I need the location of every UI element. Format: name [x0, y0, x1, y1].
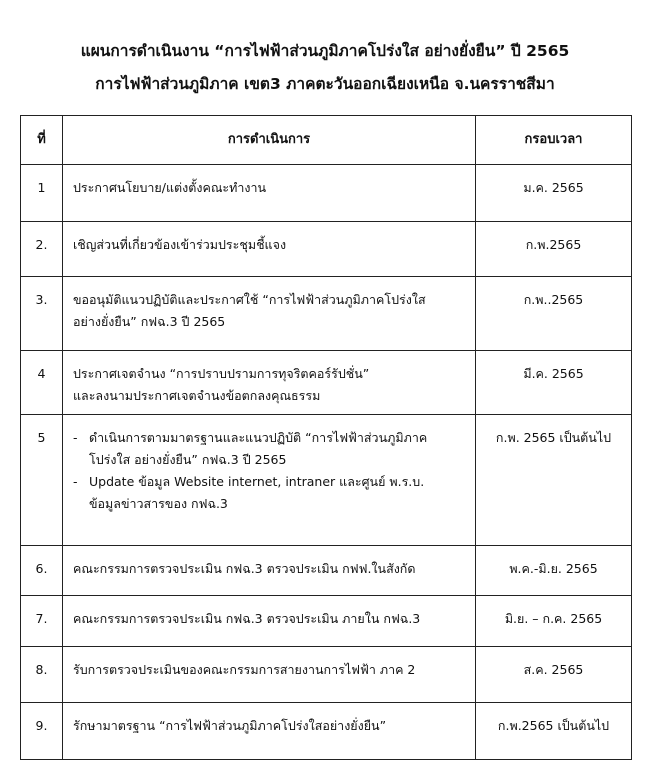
activity-line: คณะกรรมการตรวจประเมิน กฟฉ.3 ตรวจประเมิน กฟฟ.ในสังกัด — [73, 561, 416, 576]
activity-line: ข้อมูลข่าวสารของ กฟฉ.3 — [89, 496, 228, 511]
activity-line: ขออนุมัติแนวปฏิบัติและประกาศใช้ “การไฟฟ้าส่วนภูมิภาคโปร่งใส — [73, 292, 426, 307]
activity-line: เชิญส่วนที่เกี่ยวข้องเข้าร่วมประชุมชี้แจง — [73, 237, 287, 252]
activity-line: ประกาศนโยบาย/แต่งตั้งคณะทำงาน — [73, 180, 267, 195]
row-period: ก.พ.2565 — [476, 222, 632, 277]
activity-line: โปร่งใส อย่างยั่งยืน” กฟฉ.3 ปี 2565 — [89, 452, 287, 467]
table-row — [21, 165, 632, 222]
header-activity: การดำเนินการ — [63, 116, 476, 165]
activity-line: ประกาศเจตจำนง “การปราบปรามการทุจริตคอร์รัปชั่น” — [73, 366, 370, 381]
activity-line: คณะกรรมการตรวจประเมิน กฟฉ.3 ตรวจประเมิน ภายใน กฟฉ.3 — [73, 611, 421, 626]
bullet-item — [73, 427, 469, 471]
table-row — [21, 415, 632, 546]
row-number: 4 — [21, 351, 63, 415]
row-period: ม.ค. 2565 — [476, 165, 632, 222]
row-number: 3. — [21, 277, 63, 351]
row-activity — [63, 703, 476, 760]
activity-line: Update ข้อมูล Website internet, intraner และศูนย์ พ.ร.บ. — [89, 474, 425, 489]
table-row — [21, 222, 632, 277]
row-activity — [63, 277, 476, 351]
row-period: มิ.ย. – ก.ค. 2565 — [476, 596, 632, 647]
row-activity — [63, 351, 476, 415]
row-number: 9. — [21, 703, 63, 760]
activity-line: และลงนามประกาศเจตจำนงข้อตกลงคุณธรรม — [73, 388, 321, 403]
row-activity — [63, 596, 476, 647]
document-title: แผนการดำเนินงาน “การไฟฟ้าส่วนภูมิภาคโปร่งใส อย่างยั่งยืน” ปี 2565 — [80, 42, 570, 60]
table-row — [21, 351, 632, 415]
row-period: ก.พ..2565 — [476, 277, 632, 351]
header-no: ที่ — [21, 116, 63, 165]
row-number: 2. — [21, 222, 63, 277]
bullet-item — [73, 471, 469, 515]
row-number: 8. — [21, 647, 63, 703]
row-activity — [63, 647, 476, 703]
table-row — [21, 703, 632, 760]
row-period: ก.พ. 2565 เป็นต้นไป — [476, 415, 632, 546]
row-number: 1 — [21, 165, 63, 222]
row-activity — [63, 165, 476, 222]
row-number: 5 — [21, 415, 63, 546]
row-number: 7. — [21, 596, 63, 647]
table-row — [21, 596, 632, 647]
row-period: พ.ค.-มิ.ย. 2565 — [476, 546, 632, 596]
row-activity — [63, 222, 476, 277]
row-activity — [63, 415, 476, 546]
table-row — [21, 647, 632, 703]
document-subtitle: การไฟฟ้าส่วนภูมิภาค เขต3 ภาคตะวันออกเฉียงเหนือ จ.นครราชสีมา — [95, 75, 555, 93]
activity-line: ดำเนินการตามมาตรฐานและแนวปฏิบัติ “การไฟฟ้าส่วนภูมิภาค — [89, 430, 428, 445]
activity-line: อย่างยั่งยืน” กฟฉ.3 ปี 2565 — [73, 314, 226, 329]
table-row — [21, 277, 632, 351]
table-row — [21, 546, 632, 596]
activity-line: รับการตรวจประเมินของคณะกรรมการสายงานการไฟฟ้า ภาค 2 — [73, 662, 416, 677]
table-header-row — [21, 116, 632, 165]
row-number: 6. — [21, 546, 63, 596]
header-period: กรอบเวลา — [476, 116, 632, 165]
row-period: มี.ค. 2565 — [476, 351, 632, 415]
row-period: ก.พ.2565 เป็นต้นไป — [476, 703, 632, 760]
row-period: ส.ค. 2565 — [476, 647, 632, 703]
dash-bullet-icon: - — [73, 474, 78, 489]
activity-line: รักษามาตรฐาน “การไฟฟ้าส่วนภูมิภาคโปร่งใสอย่างยั่งยืน” — [73, 718, 387, 733]
row-activity — [63, 546, 476, 596]
dash-bullet-icon: - — [73, 430, 78, 445]
plan-table — [20, 115, 632, 760]
